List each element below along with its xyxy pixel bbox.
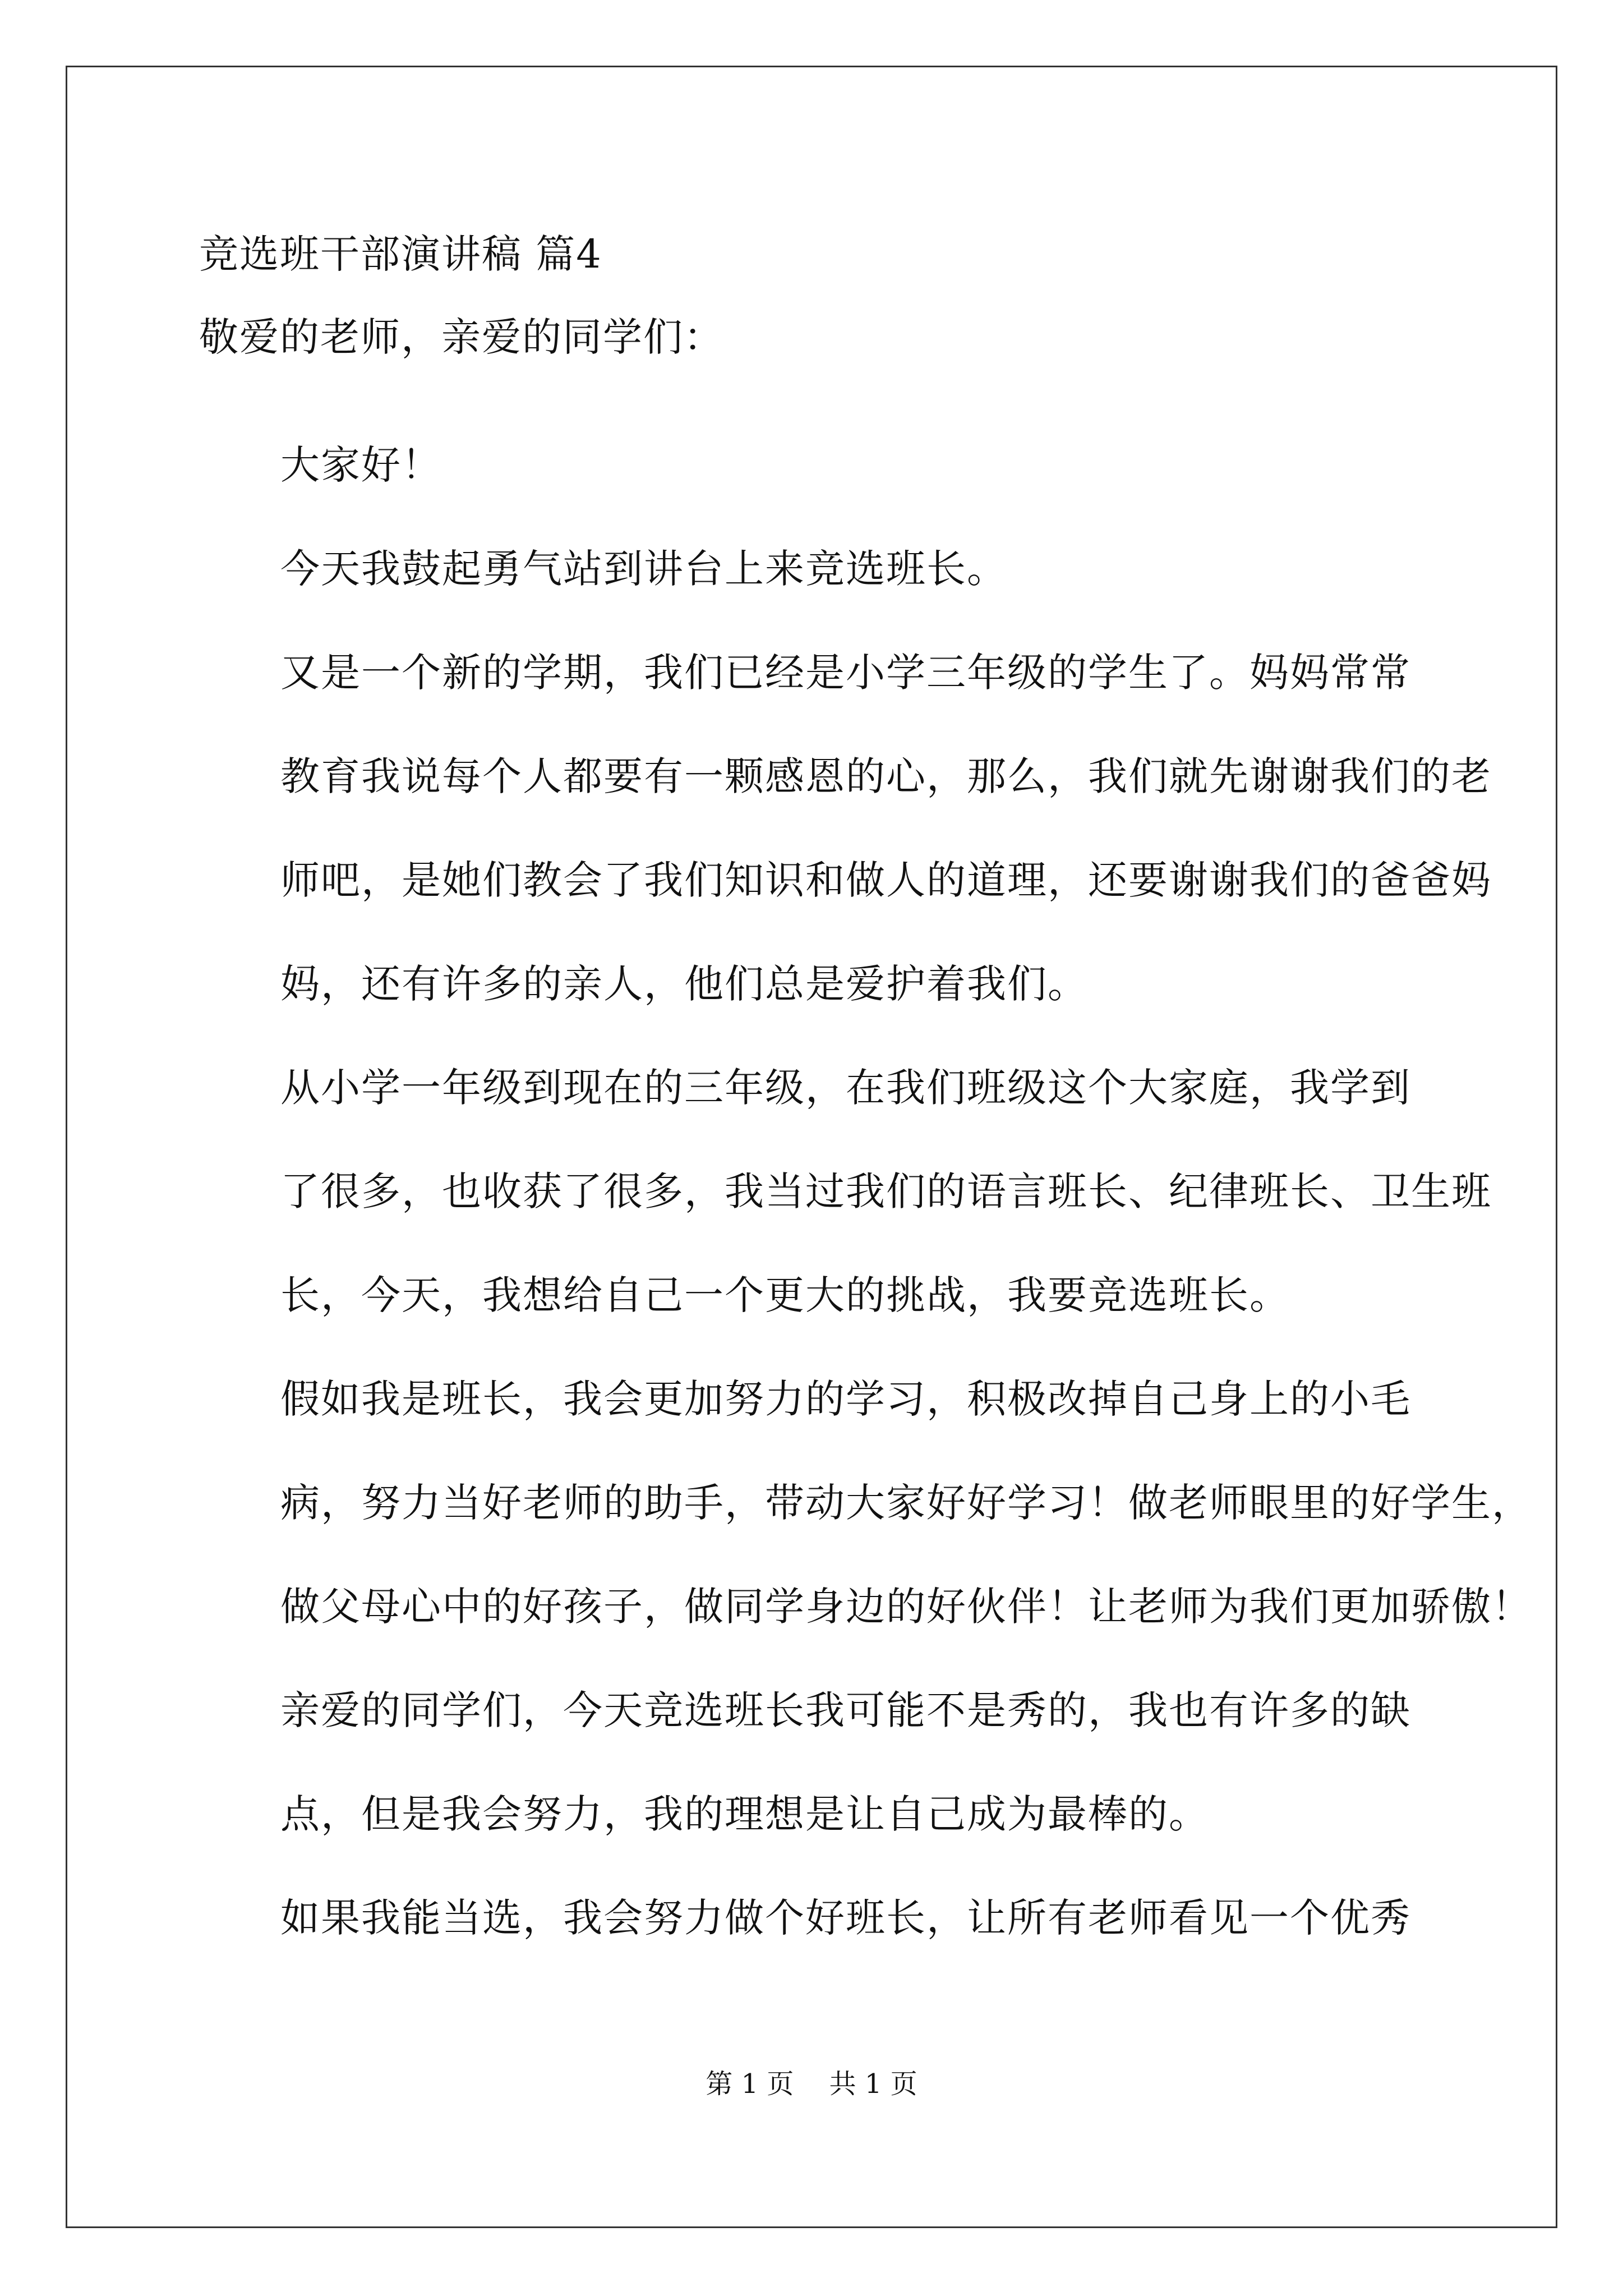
paragraph-greeting (199, 413, 1433, 517)
paragraph-line: 了很多，也收获了很多，我当过我们的语言班长、纪律班长、卫生班 (280, 1168, 1492, 1214)
paragraph-experience (199, 1036, 1492, 1347)
paragraph-line: 做父母心中的好孩子，做同学身边的好伙伴！让老师为我们更加骄傲！ (280, 1584, 1532, 1630)
paragraph-line: 师吧，是她们教会了我们知识和做人的道理，还要谢谢我们的爸爸妈 (280, 857, 1492, 903)
paragraph-closing (199, 1866, 1433, 1970)
paragraph-line: 亲爱的同学们，今天竞选班长我可能不是秀的，我也有许多的缺 (280, 1687, 1411, 1733)
page-footer: 第 1 页 共 1 页 (706, 2068, 917, 2100)
paragraph-line: 大家好！ (280, 442, 442, 488)
paragraph-line: 点，但是我会努力，我的理想是让自己成为最棒的。 (280, 1791, 1209, 1837)
paragraph-gratitude (199, 621, 1492, 1036)
paragraph-line: 妈，还有许多的亲人，他们总是爱护着我们。 (280, 961, 1088, 1007)
paragraph-line: 如果我能当选，我会努力做个好班长，让所有老师看见一个优秀 (280, 1895, 1411, 1941)
document-title: 竞选班干部演讲稿 篇4 (199, 231, 602, 277)
paragraph-intro (199, 517, 1433, 621)
document-body (199, 227, 1532, 1970)
paragraph-humility (199, 1659, 1433, 1866)
paragraph-line: 病，努力当好老师的助手，带动大家好好学习！做老师眼里的好学生， (280, 1480, 1532, 1526)
paragraph-line: 又是一个新的学期，我们已经是小学三年级的学生了。妈妈常常 (280, 650, 1411, 696)
paragraph-line: 假如我是班长，我会更加努力的学习，积极改掉自己身上的小毛 (280, 1376, 1411, 1422)
paragraph-line: 从小学一年级到现在的三年级，在我们班级这个大家庭，我学到 (280, 1065, 1411, 1111)
paragraph-promise (199, 1347, 1532, 1659)
salutation: 敬爱的老师，亲爱的同学们： (199, 314, 724, 360)
paragraph-line: 教育我说每个人都要有一颗感恩的心，那么，我们就先谢谢我们的老 (280, 753, 1492, 799)
paragraph-line: 长，今天，我想给自己一个更大的挑战，我要竞选班长。 (280, 1272, 1290, 1318)
paragraph-line: 今天我鼓起勇气站到讲台上来竞选班长。 (280, 546, 1007, 592)
